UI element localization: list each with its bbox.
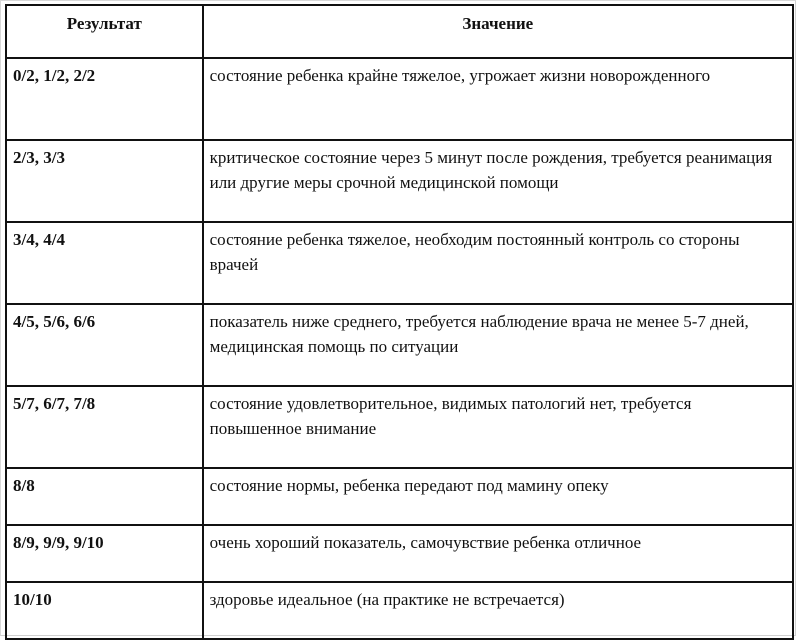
- meaning-cell: показатель ниже среднего, требуется наблюдение врача не менее 5-7 дней, медицинская помощь по ситуации: [203, 304, 793, 386]
- result-cell: 8/9, 9/9, 9/10: [6, 525, 203, 582]
- meaning-cell: состояние ребенка крайне тяжелое, угрожает жизни новорожденного: [203, 58, 793, 140]
- result-cell: 0/2, 1/2, 2/2: [6, 58, 203, 140]
- result-cell: 8/8: [6, 468, 203, 525]
- meaning-cell: состояние нормы, ребенка передают под мамину опеку: [203, 468, 793, 525]
- table-row: [6, 386, 793, 468]
- table-row: [6, 468, 793, 525]
- meaning-cell: здоровье идеальное (на практике не встречается): [203, 582, 793, 639]
- table-row: [6, 140, 793, 222]
- table-row: [6, 58, 793, 140]
- result-cell: 4/5, 5/6, 6/6: [6, 304, 203, 386]
- table-header-row: [6, 5, 793, 58]
- table-row: [6, 304, 793, 386]
- meaning-cell: очень хороший показатель, самочувствие ребенка отличное: [203, 525, 793, 582]
- apgar-score-table: [5, 4, 794, 640]
- column-header-result: Результат: [6, 5, 203, 58]
- column-header-meaning: Значение: [203, 5, 793, 58]
- meaning-cell: критическое состояние через 5 минут после рождения, требуется реанимация или другие меры срочной медицинской помощи: [203, 140, 793, 222]
- result-cell: 5/7, 6/7, 7/8: [6, 386, 203, 468]
- result-cell: 10/10: [6, 582, 203, 639]
- result-cell: 3/4, 4/4: [6, 222, 203, 304]
- result-cell: 2/3, 3/3: [6, 140, 203, 222]
- meaning-cell: состояние удовлетворительное, видимых патологий нет, требуется повышенное внимание: [203, 386, 793, 468]
- table-row: [6, 525, 793, 582]
- meaning-cell: состояние ребенка тяжелое, необходим постоянный контроль со стороны врачей: [203, 222, 793, 304]
- table-row: [6, 582, 793, 639]
- table-row: [6, 222, 793, 304]
